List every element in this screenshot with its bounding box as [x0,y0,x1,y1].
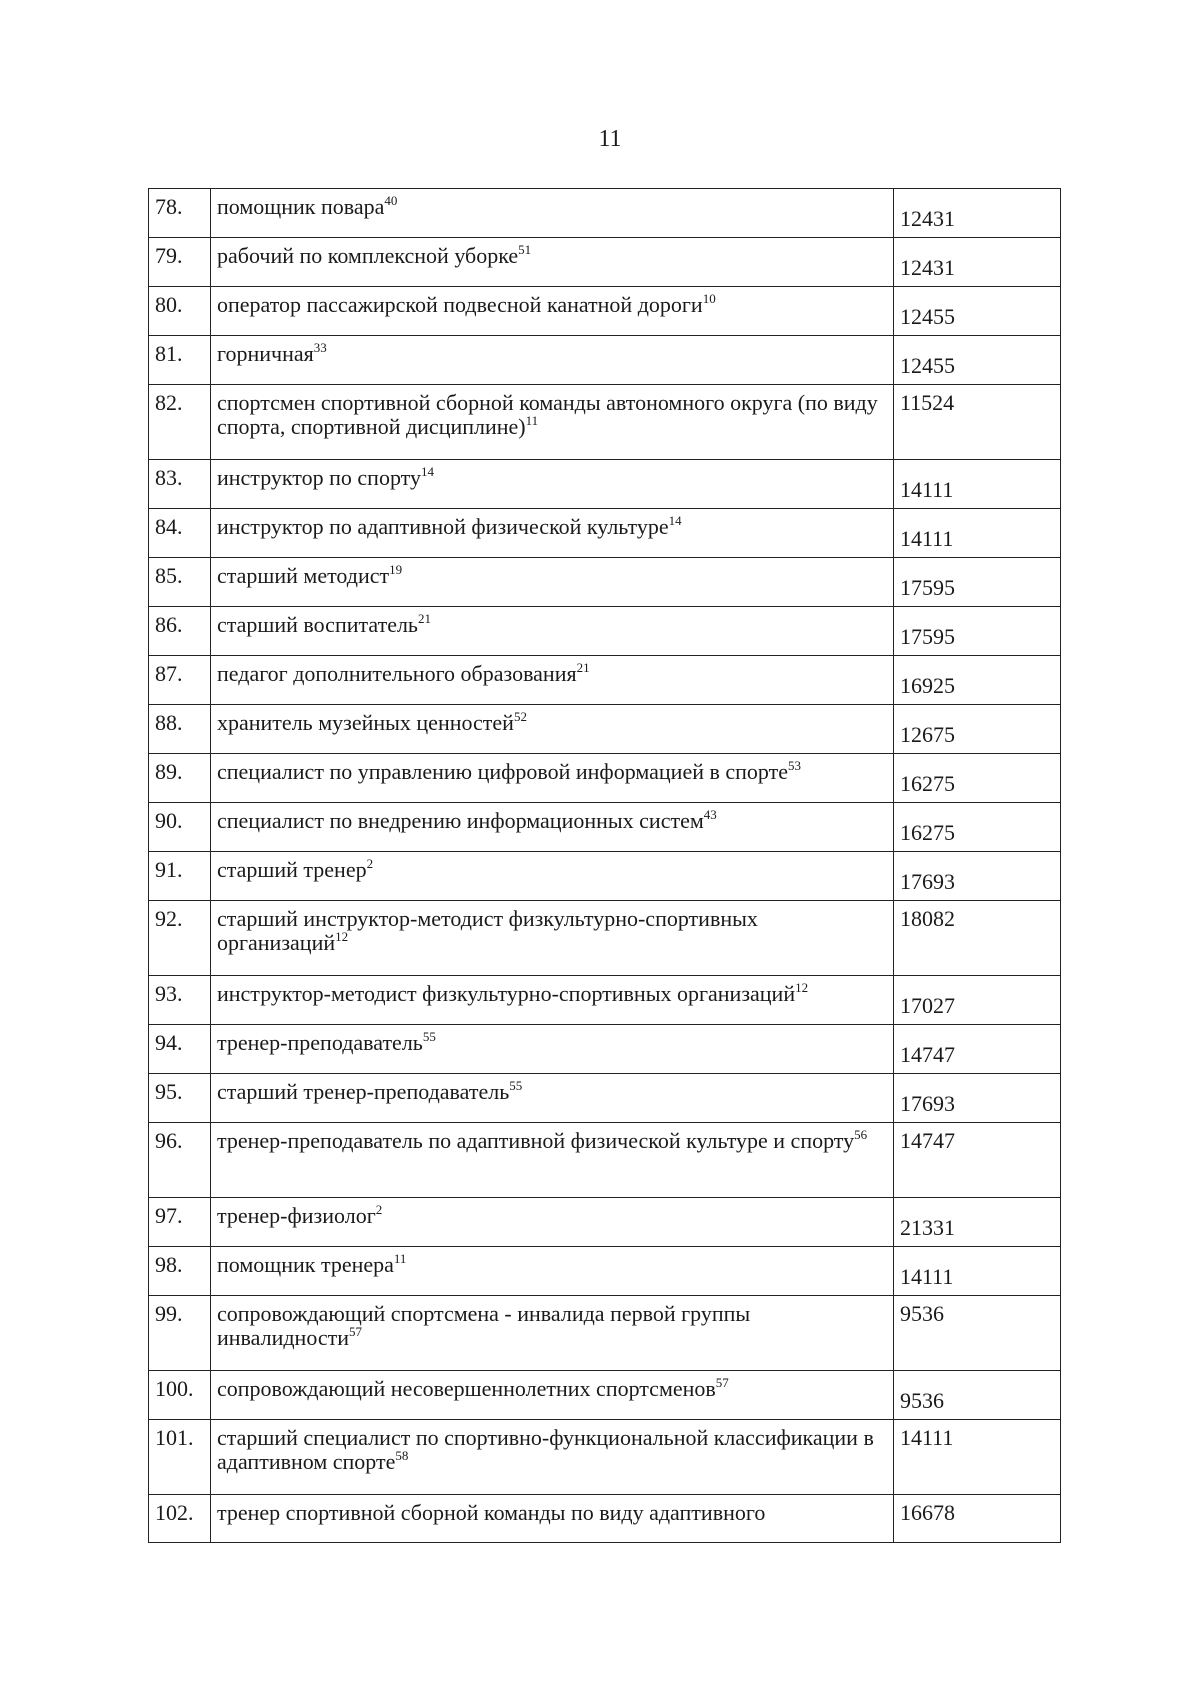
footnote-ref: 12 [335,929,349,944]
table-row [149,336,1061,385]
position-name: инструктор-методист физкультурно-спортивных организаций [217,981,796,1006]
table-row [149,754,1061,803]
position-name: хранитель музейных ценностей [217,710,514,735]
position-name: тренер спортивной сборной команды по виду адаптивного [217,1500,766,1525]
table-row [149,1420,1061,1495]
position-name: оператор пассажирской подвесной канатной дороги [217,292,703,317]
salary-value: 12431 [894,189,1061,238]
table-row [149,558,1061,607]
salary-value: 16678 [894,1495,1061,1543]
footnote-ref: 12 [795,980,809,995]
salary-value: 17027 [894,976,1061,1025]
footnote-ref: 14 [420,464,434,479]
salary-value: 14747 [894,1025,1061,1074]
row-number: 92. [149,901,211,976]
table-row [149,189,1061,238]
position-name-cell [211,705,894,754]
footnote-ref: 51 [518,242,532,257]
salary-value: 9536 [894,1296,1061,1371]
row-number: 80. [149,287,211,336]
position-name-cell [211,1123,894,1198]
position-name: сопровождающий несовершеннолетних спортсменов [217,1376,716,1401]
salary-value: 14111 [894,509,1061,558]
row-number: 102. [149,1495,211,1543]
footnote-ref: 52 [513,709,527,724]
table-row [149,1074,1061,1123]
row-number: 81. [149,336,211,385]
position-name-cell [211,1247,894,1296]
footnote-ref: 57 [715,1375,729,1390]
position-name-cell [211,1198,894,1247]
row-number: 89. [149,754,211,803]
salary-value: 12431 [894,238,1061,287]
position-name-cell [211,607,894,656]
position-name: рабочий по комплексной уборке [217,243,519,268]
position-name-cell [211,1074,894,1123]
row-number: 100. [149,1371,211,1420]
position-name-cell [211,189,894,238]
position-name: тренер-физиолог [217,1203,376,1228]
position-name-cell [211,460,894,509]
position-name-cell [211,656,894,705]
footnote-ref: 58 [395,1448,409,1463]
position-name: сопровождающий спортсмена - инвалида первой группы инвалидности [217,1301,751,1350]
position-name-cell [211,1296,894,1371]
position-name: старший воспитатель [217,612,418,637]
salary-value: 17595 [894,607,1061,656]
position-name: инструктор по спорту [217,465,421,490]
table-row [149,705,1061,754]
footnote-ref: 21 [576,660,590,675]
table-row [149,1025,1061,1074]
table-row [149,238,1061,287]
row-number: 88. [149,705,211,754]
table-row [149,509,1061,558]
salary-value: 11524 [894,385,1061,460]
position-name-cell [211,976,894,1025]
salary-value: 12675 [894,705,1061,754]
row-number: 91. [149,852,211,901]
row-number: 90. [149,803,211,852]
salary-value: 14747 [894,1123,1061,1198]
table-row [149,1495,1061,1543]
table-body [149,189,1061,1543]
footnote-ref: 21 [417,611,431,626]
position-name-cell [211,238,894,287]
row-number: 86. [149,607,211,656]
footnote-ref: 43 [703,807,717,822]
position-name-cell [211,287,894,336]
salary-value: 17693 [894,852,1061,901]
salary-value: 16275 [894,803,1061,852]
row-number: 93. [149,976,211,1025]
position-name-cell [211,852,894,901]
salary-value: 9536 [894,1371,1061,1420]
footnote-ref: 11 [525,413,539,428]
salary-value: 14111 [894,1420,1061,1495]
row-number: 99. [149,1296,211,1371]
row-number: 82. [149,385,211,460]
position-name-cell [211,901,894,976]
row-number: 79. [149,238,211,287]
row-number: 94. [149,1025,211,1074]
position-name: педагог дополнительного образования [217,661,577,686]
position-name: тренер-преподаватель [217,1030,423,1055]
footnote-ref: 11 [393,1251,407,1266]
footnote-ref: 19 [389,562,403,577]
salary-value: 16925 [894,656,1061,705]
table-row [149,385,1061,460]
footnote-ref: 55 [422,1029,436,1044]
position-name: инструктор по адаптивной физической культуре [217,514,669,539]
position-name-cell [211,385,894,460]
footnote-ref: 10 [702,291,716,306]
row-number: 95. [149,1074,211,1123]
footnote-ref: 56 [854,1127,868,1142]
position-name-cell [211,1420,894,1495]
table-row [149,1198,1061,1247]
position-name-cell [211,1025,894,1074]
salary-value: 16275 [894,754,1061,803]
table-row [149,1296,1061,1371]
salary-value: 12455 [894,336,1061,385]
row-number: 97. [149,1198,211,1247]
table-row [149,460,1061,509]
salary-value: 17693 [894,1074,1061,1123]
position-name: помощник тренера [217,1252,394,1277]
footnote-ref: 57 [349,1324,363,1339]
position-name: спортсмен спортивной сборной команды автономного округа (по виду спорта, спортивной дисциплине) [217,390,878,439]
salary-value: 21331 [894,1198,1061,1247]
footnote-ref: 2 [366,856,374,871]
position-name-cell [211,336,894,385]
row-number: 87. [149,656,211,705]
position-name: горничная [217,341,314,366]
row-number: 83. [149,460,211,509]
page-number: 11 [598,126,622,152]
position-name: специалист по внедрению информационных систем [217,808,704,833]
row-number: 85. [149,558,211,607]
footnote-ref: 2 [375,1202,383,1217]
row-number: 84. [149,509,211,558]
table-row [149,1247,1061,1296]
row-number: 101. [149,1420,211,1495]
position-name: тренер-преподаватель по адаптивной физической культуре и спорту [217,1128,855,1153]
footnote-ref: 55 [509,1078,523,1093]
table-row [149,656,1061,705]
table-row [149,607,1061,656]
row-number: 78. [149,189,211,238]
footnote-ref: 53 [788,758,801,773]
salary-value: 12455 [894,287,1061,336]
position-name: помощник повара [217,194,385,219]
footnote-ref: 33 [313,340,327,355]
salary-value: 14111 [894,460,1061,509]
table-row [149,803,1061,852]
table-row [149,1371,1061,1420]
position-name: старший инструктор-методист физкультурно-спортивных организаций [217,906,758,955]
table-row [149,1123,1061,1198]
salary-value: 14111 [894,1247,1061,1296]
position-name-cell [211,1495,894,1543]
footnote-ref: 40 [384,193,398,208]
position-name: старший методист [217,563,390,588]
position-name: старший тренер [217,857,367,882]
row-number: 98. [149,1247,211,1296]
footnote-ref: 14 [668,513,682,528]
position-name-cell [211,1371,894,1420]
row-number: 96. [149,1123,211,1198]
position-name-cell [211,803,894,852]
table-row [149,976,1061,1025]
position-name-cell [211,558,894,607]
position-name-cell [211,754,894,803]
salary-value: 17595 [894,558,1061,607]
position-name: старший специалист по спортивно-функциональной классификации в адаптивном спорте [217,1425,874,1474]
position-name-cell [211,509,894,558]
table-row [149,852,1061,901]
table-row [149,901,1061,976]
table-row [149,287,1061,336]
salary-value: 18082 [894,901,1061,976]
position-name: старший тренер-преподаватель [217,1079,510,1104]
position-name: специалист по управлению цифровой информацией в спорте [217,759,788,784]
positions-table [148,188,1061,1543]
